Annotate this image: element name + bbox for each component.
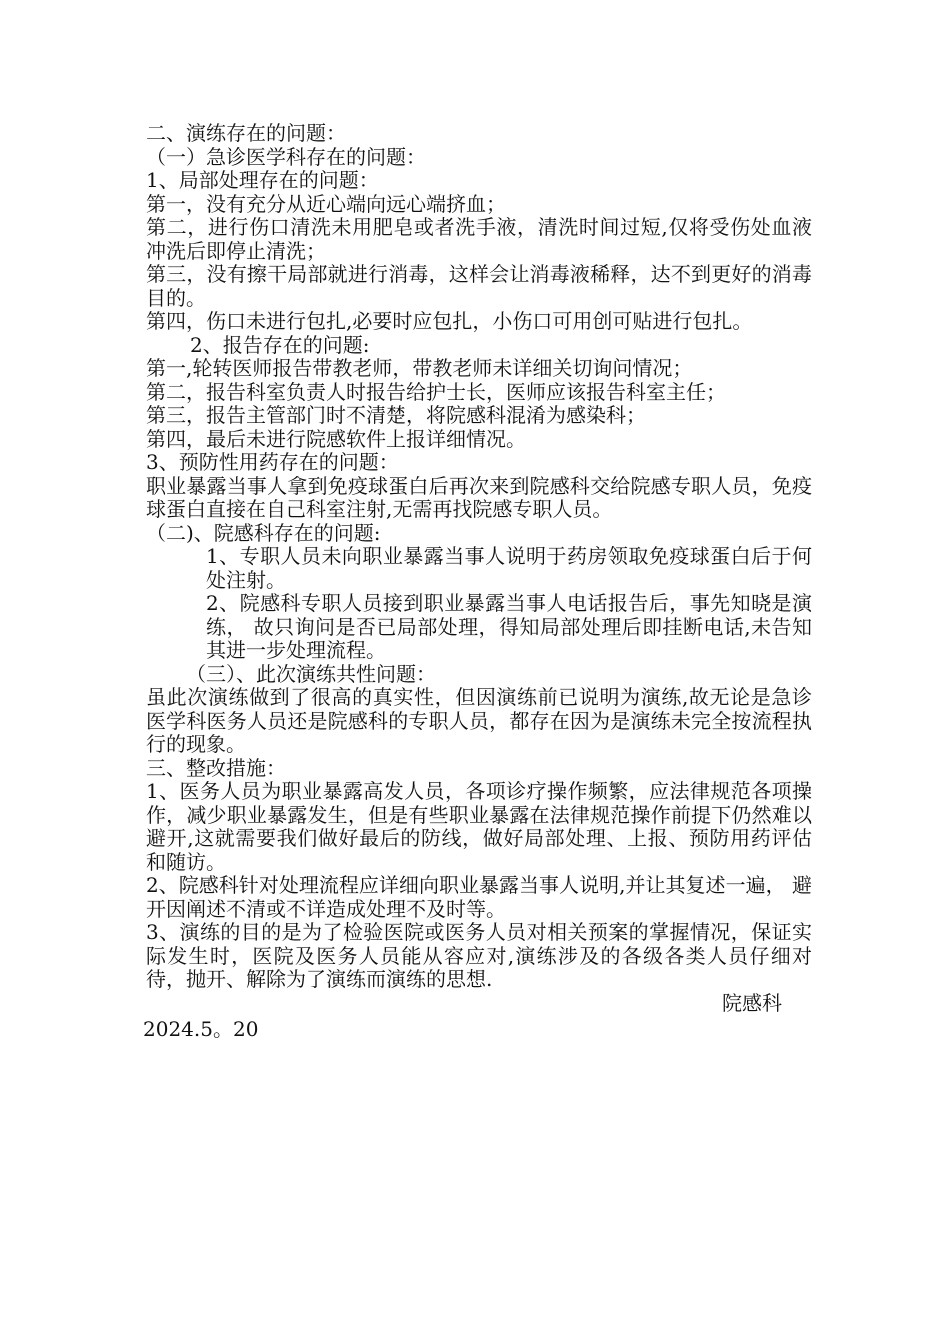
paragraph: 第三，报告主管部门时不清楚，将院感科混淆为感染科； — [146, 403, 646, 427]
section-heading-measures: 三、整改措施： — [146, 755, 286, 780]
paragraph: 第四，伤口未进行包扎,必要时应包扎，小伤口可用创可贴进行包扎。 — [146, 309, 753, 333]
paragraph: 第三，没有擦干局部就进行消毒，这样会让消毒液稀释，达不到更好的消毒目的。 — [146, 262, 812, 310]
item-heading-report: 2、报告存在的问题: — [190, 332, 370, 357]
paragraph: 第四，最后未进行院感软件上报详细情况。 — [146, 426, 526, 451]
paragraph: 1、专职人员未向职业暴露当事人说明于药房领取免疫球蛋白后于何处注射。 — [206, 544, 812, 592]
paragraph: 第一，没有充分从近心端向远心端挤血； — [146, 191, 506, 216]
paragraph: 虽此次演练做到了很高的真实性，但因演练前已说明为演练,故无论是急诊医学科医务人员还是院感科的专职人员，都存在因为是演练未完全按流程执行的现象。 — [146, 685, 812, 756]
paragraph: 1、医务人员为职业暴露高发人员，各项诊疗操作频繁，应法律规范各项操作，减少职业暴露发生，但是有些职业暴露在法律规范操作前提下仍然难以避开,这就需要我们做好最后的防线，做好局部处理、上报、预防用药评估和随访。 — [146, 779, 812, 874]
document-body — [143, 121, 812, 1042]
subsection-heading-emergency: （一）急诊医学科存在的问题： — [146, 144, 426, 169]
paragraph: 3、演练的目的是为了检验医院或医务人员对相关预案的掌握情况，保证实际发生时，医院及医务人员能从容应对,演练涉及的各级各类人员仔细对待，抛开、解除为了演练而演练的思想. — [146, 920, 812, 991]
paragraph: 职业暴露当事人拿到免疫球蛋白后再次来到院感科交给院感专职人员，免疫球蛋白直接在自己科室注射,无需再找院感专职人员。 — [146, 473, 812, 521]
item-heading-local-treatment: 1、局部处理存在的问题： — [146, 168, 379, 192]
paragraph: 第一,轮转医师报告带教老师，带教老师未详细关切询问情况； — [146, 356, 693, 380]
paragraph: 2、院感科针对处理流程应详细向职业暴露当事人说明,并让其复述一遍， 避开因阐述不清或不详造成处理不及时等。 — [146, 873, 812, 921]
document-date: 2024.5。20 — [143, 1017, 259, 1041]
paragraph: 第二，进行伤口清洗未用肥皂或者洗手液，清洗时间过短,仅将受伤处血液冲洗后即停止清洗； — [146, 215, 812, 263]
subsection-heading-infection-dept: （二)、院感科存在的问题: — [146, 520, 381, 545]
section-heading-problems: 二、演练存在的问题： — [146, 121, 346, 145]
subsection-heading-common: （三）、此次演练共性问题： — [186, 661, 436, 686]
item-heading-prophylaxis: 3、预防性用药存在的问题： — [146, 450, 399, 474]
paragraph: 2、院感科专职人员接到职业暴露当事人电话报告后，事先知晓是演练， 故只询问是否已局部处理，得知局部处理后即挂断电话,未告知其进一步处理流程。 — [206, 591, 812, 662]
paragraph: 第二，报告科室负责人时报告给护士长，医师应该报告科室主任； — [146, 379, 726, 404]
signature: 院感科 — [722, 990, 782, 1015]
